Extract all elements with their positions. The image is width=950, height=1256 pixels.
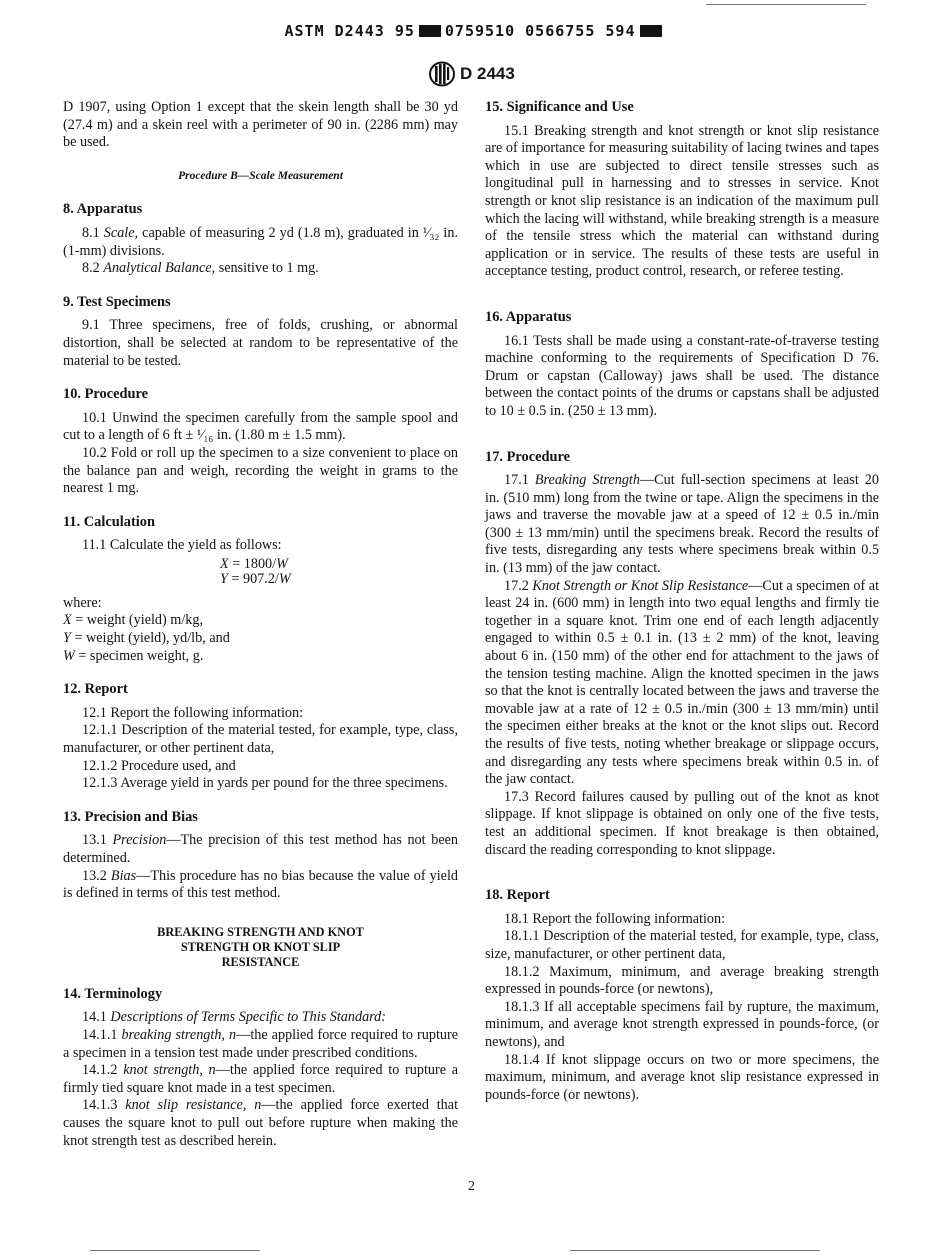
para-11-1: 11.1 Calculate the yield as follows: [82,537,282,554]
scan-artifact-line [570,1250,820,1251]
scan-block-mark [419,25,441,37]
section-9-title: 9. Test Specimens [63,293,171,310]
para-8-1: 8.1 Scale, capable of measuring 2 yd (1.8 m), graduated in ¹⁄₃₂ in. (1-mm) divisions. [63,224,459,259]
para-16-1: 16.1 Tests shall be made using a constant-rate-of-traverse testing machine conforming to the requirements of Specification D 76. Drum or capstan (Calloway) jaws shall be used. The distance between the contact points of the drums or capstans shall be adjusted to 10 ± 0.5 in. (250 ± 13 mm). [485,332,879,419]
para-17-1: 17.1 Breaking Strength—Cut full-section specimens at least 20 in. (510 mm) long from the twine or tape. Align the specimens in the jaws and traverse the movable jaw at a speed of 12 ± 0.5 in./min (300 ± 13 mm/min) until the specimens break. Record the results of five tests, disregarding any tests where specimens break within 0.5 in. (13 mm) of the jaw contact. [485,472,879,577]
para-10-2: 10.2 Fold or roll up the specimen to a size convenient to place on the balance pan and weigh, recording the weight in grams to the nearest 1 mg. [63,444,458,497]
para-18-1-1: 18.1.1 Description of the material tested, for example, type, class, size, manufacturer, or other pertinent data, [485,928,879,962]
procedure-b-heading: Procedure B—Scale Measurement [178,169,343,182]
designation-number: D 2443 [460,64,515,83]
page-number: 2 [468,1179,475,1194]
breaking-strength-heading: BREAKING STRENGTH AND KNOT STRENGTH OR KNOT SLIP RESISTANCE [157,924,364,969]
where-x: X = weight (yield) m/kg, [63,612,204,629]
section-12-title: 12. Report [63,681,128,698]
scan-header-code [0,22,950,40]
astm-designation [428,61,515,87]
para-10-1: 10.1 Unwind the specimen carefully from the sample spool and cut to a length of 6 ft ± ¹⁄₁₆ in. (1.80 m ± 1.5 mm). [63,409,458,444]
scan-code-num2: 0566755 594 [525,22,636,40]
para-12-1-1: 12.1.1 Description of the material tested, for example, type, class, manufacturer, or other pertinent data, [63,722,458,757]
intro-paragraph: D 1907, using Option 1 except that the skein length shall be 30 yd (27.4 m) and a skein reel with a perimeter of 90 in. (2286 mm) may be used. [63,99,458,151]
where-w: W = specimen weight, g. [63,647,204,664]
section-16-title: 16. Apparatus [485,308,572,325]
scan-block-mark [640,25,662,37]
section-11-title: 11. Calculation [63,513,155,530]
left-column [63,99,458,1150]
para-12-1-3: 12.1.3 Average yield in yards per pound for the three specimens. [82,775,448,792]
para-13-1: 13.1 Precision—The precision of this test method has not been determined. [63,832,459,866]
equation-y: Y = 907.2/W [220,570,291,587]
where-y: Y = weight (yield), yd/lb, and [63,630,230,647]
right-column [485,99,879,1104]
para-8-2: 8.2 Analytical Balance, sensitive to 1 mg. [82,260,319,277]
where-list [63,595,458,665]
section-15-title: 15. Significance and Use [485,99,634,115]
para-17-2: 17.2 Knot Strength or Knot Slip Resistance—Cut a specimen of at least 24 in. (600 mm) in length into two equal lengths and firmly tie together in a square knot. Trim one end of each length adjacently engaged to within 0.5 ± 0.1 in. (13 ± 2 mm) of the knot, leaving about 6 in. (150 mm) of the other end for attachment to the jaws of the tension testing machine. Align the knotted specimen in the jaws so that the knot is centrally located between the jaws and traverse the movable jaw at a rate of 12 ± 0.5 in./min (300 ± 13 mm/min) until the specimen either breaks at the knot or the knot slips out. Record the results of five tests, noting whether breakage or slippage occurs, and disregarding any tests where specimens break within 0.5 in. of the jaw contact. [485,577,880,788]
para-15-1: 15.1 Breaking strength and knot strength or knot slip resistance are of importance for measuring suitability of lacing twines and tapes which in use are subjected to direct tensile stresses such as longitudinal pull in harnessing and to stresses in service. Knot strength or knot slip resistance is an indication of the maximum pull which the lacing will withstand, while breaking strength is a measure of the tensile stress which the material can withstand during application or in service. The results of these tests are useful in acceptance testing, product control, research, or referee testing. [485,122,879,280]
para-18-1-3: 18.1.3 If all acceptable specimens fail by rupture, the maximum, minimum, and average knot strength expressed in pounds-force, (or newtons), and [485,998,879,1050]
scan-code-num1: 0759510 [444,22,516,40]
section-18-title: 18. Report [485,887,550,904]
para-12-1-2: 12.1.2 Procedure used, and [82,757,236,774]
para-14-1-2: 14.1.2 knot strength, n—the applied force required to rupture a firmly tied square knot made in a test specimen. [63,1062,459,1096]
section-13-title: 13. Precision and Bias [63,808,198,825]
scan-artifact-line [706,4,866,5]
section-10-title: 10. Procedure [63,386,148,403]
para-18-1: 18.1 Report the following information: [504,910,726,927]
para-14-1: 14.1 Descriptions of Terms Specific to This Standard: [82,1009,386,1026]
para-17-3: 17.3 Record failures caused by pulling out of the knot as knot slippage. If knot slippage is obtained on only one of the five tests, test an additional specimen. If knot breakage is then obtained, discard the reading corresponding to knot slippage. [485,788,879,858]
where-label: where: [63,594,102,611]
section-14-title: 14. Terminology [63,985,163,1002]
section-8-title: 8. Apparatus [63,201,143,218]
para-18-1-2: 18.1.2 Maximum, minimum, and average breaking strength expressed in pounds-force (or newtons), [485,963,879,998]
astm-logo-icon [428,61,456,87]
para-14-1-3: 14.1.3 knot slip resistance, n—the applied force exerted that causes the square knot to pull out before rupture when making the knot strength test as described herein. [63,1097,459,1149]
para-14-1-1: 14.1.1 breaking strength, n—the applied force required to rupture a specimen in a tension test made under prescribed conditions. [63,1026,459,1061]
section-17-title: 17. Procedure [485,448,570,465]
equation-x: X = 1800/W [220,555,288,572]
para-13-2: 13.2 Bias—This procedure has no bias because the value of yield is defined in terms of this test method. [63,867,459,902]
para-18-1-4: 18.1.4 If knot slippage occurs on two or more specimens, the maximum, minimum, and average knot slip resistance expressed in pounds-force (or newtons). [485,1051,879,1103]
yield-equations [220,557,458,587]
para-9-1: 9.1 Three specimens, free of folds, crushing, or abnormal distortion, shall be selected at random to be representative of the material to be tested. [63,317,458,369]
scan-artifact-line [90,1250,260,1251]
para-12-1: 12.1 Report the following information: [82,704,304,721]
scan-code-text: ASTM D2443 95 [284,22,415,40]
